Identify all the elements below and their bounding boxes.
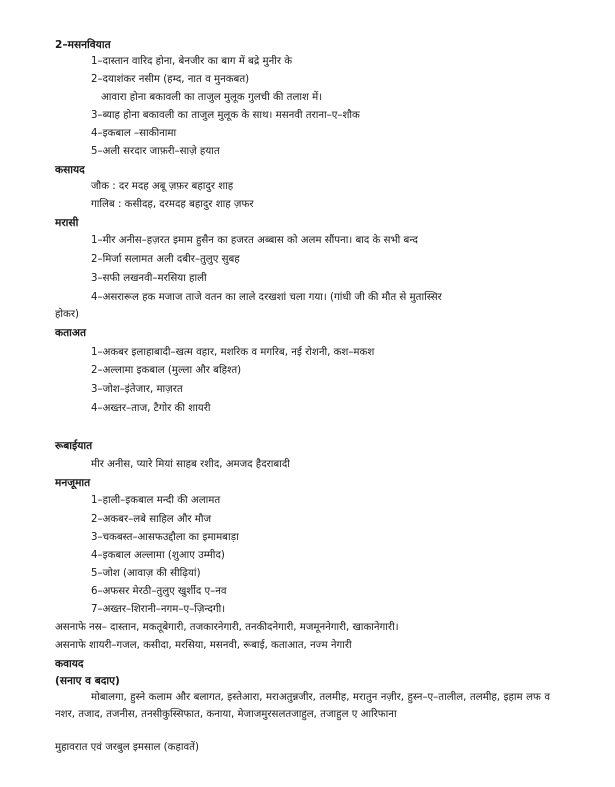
qawaid-paragraph: मोबालगा, हुस्ने कलाम और बलागत, इस्तेआरा, मराअतुन्नजीर, तलमीह, मरातुन नज़ीर, हुस्न–ए–तालील, तलमीह, इहाम लफ व नशर, तजाद, तजनीस, तनसीकुस्सिफात, कनाया, मेजाजमुरसलतजाहुल, तजाहुल ए आरिफाना xyxy=(55,692,550,720)
qasaid-heading: कसायद xyxy=(55,164,85,176)
asnaf-nasr: असनाफे नस्र– दास्तान, मकतूबेगारी, तजकारनेगारी, तनकीदनेगारी, मजमूननेगारी, खाकानेगारी। xyxy=(55,622,399,633)
manzumat-item-3: 3–चकबस्त–आसफउद्दौला का इमामबाड़ा xyxy=(91,532,239,543)
manzumat-heading: मनजूमात xyxy=(55,477,91,489)
rubaiyat-heading: रूबाईयात xyxy=(55,440,93,452)
marasi-item-1: 1–मीर अनीस–हज़रत इमाम हुसैन का हजरत अब्बास को अलम सौंपना। बाद के सभी बन्द xyxy=(91,235,418,246)
qatat-item-2: 2–अल्लामा इकबाल (मुल्ला और बहिश्त) xyxy=(91,365,242,376)
qatat-item-3: 3–जोश–इंतेजार, माज़रत xyxy=(91,384,183,395)
qatat-item-1: 1–अकबर इलाहाबादी–खत्म वहार, मशरिक व मगरिब, नई रोशनी, कश–मकश xyxy=(91,347,375,358)
masnaviyat-item-5: 5–अली सरदार जाफ़री–साज़े हयात xyxy=(91,146,220,157)
masnaviyat-heading: 2–मसनवियात xyxy=(55,39,111,51)
rubaiyat-item-1: मीर अनीस, प्यारे मियां साहब रशीद, अमजद हैदराबादी xyxy=(91,459,290,470)
marasi-item-2: 2–मिर्जा सलामत अली दबीर–तुलुए सुबह xyxy=(91,254,240,265)
qasaid-item-2: गालिब : कसीदह, दरमदह बहादुर शाह ज़फर xyxy=(91,199,254,210)
manzumat-item-6: 6–अफसर मेरठी–तुलुए खुर्शीद ए–नव xyxy=(91,586,227,597)
marasi-heading: मरासी xyxy=(55,217,79,229)
manzumat-item-1: 1–हाली–इकबाल मन्दी की अलामत xyxy=(91,495,221,506)
masnaviyat-item-1: 1–दास्तान वारिद होना, बेनजीर का बाग में बद्रे मुनीर के xyxy=(91,56,293,67)
marasi-item-4-continued: होकर) xyxy=(55,309,80,320)
masnaviyat-item-3: 3–ब्याह होना बकावली का ताजुल मुलूक के साथ। मसनवी तराना–ए–शौक xyxy=(91,110,360,121)
qawaid-footer: मुहावरात एवं जरबुल इमसाल (कहावतें) xyxy=(55,742,199,753)
masnaviyat-item-2-continued: आवारा होना बकावली का ताजुल मुलूक गुलची की तलाश में। xyxy=(101,92,323,103)
qasaid-item-1: जौक : दर मदह अबू ज़फ़र बहादुर शाह xyxy=(91,181,234,192)
manzumat-item-5: 5–जोश (आवाज़ की सीढ़ियां) xyxy=(91,568,201,579)
qawaid-heading: कवायद xyxy=(55,658,84,670)
masnaviyat-item-2: 2–दयाशंकर नसीम (हम्द, नात व मुनकबत) xyxy=(91,74,250,85)
manzumat-item-7: 7–अख्तर–शिरानी–नगम–ए–ज़िन्दगी। xyxy=(91,604,226,615)
masnaviyat-item-4: 4–इकबाल –साकीनामा xyxy=(91,128,177,139)
qatat-item-4: 4–अख्तर–ताज, टैगोर की शायरी xyxy=(91,403,211,414)
manzumat-item-4: 4–इकबाल अल्लामा (शुआए उम्मीद) xyxy=(91,550,225,561)
manzumat-item-2: 2–अकबर–लबे साहिल और मौज xyxy=(91,514,212,525)
qatat-heading: कताअत xyxy=(55,327,87,339)
asnaf-shairi: असनाफे शायरी–गजल, कसीदा, मरसिया, मसनवी, रूबाई, कताआत, नज्म नेगारी xyxy=(55,640,352,651)
marasi-item-3: 3–सफी लखनवी–मरसिया हाली xyxy=(91,273,207,284)
qawaid-subheading: (सनाए व बदाए) xyxy=(55,675,120,687)
marasi-item-4: 4–असरारूल हक मजाज ताजे वतन का लाले दरखशां चला गया। (गांधी जी की मौत से मुतास्सिर xyxy=(91,292,442,303)
